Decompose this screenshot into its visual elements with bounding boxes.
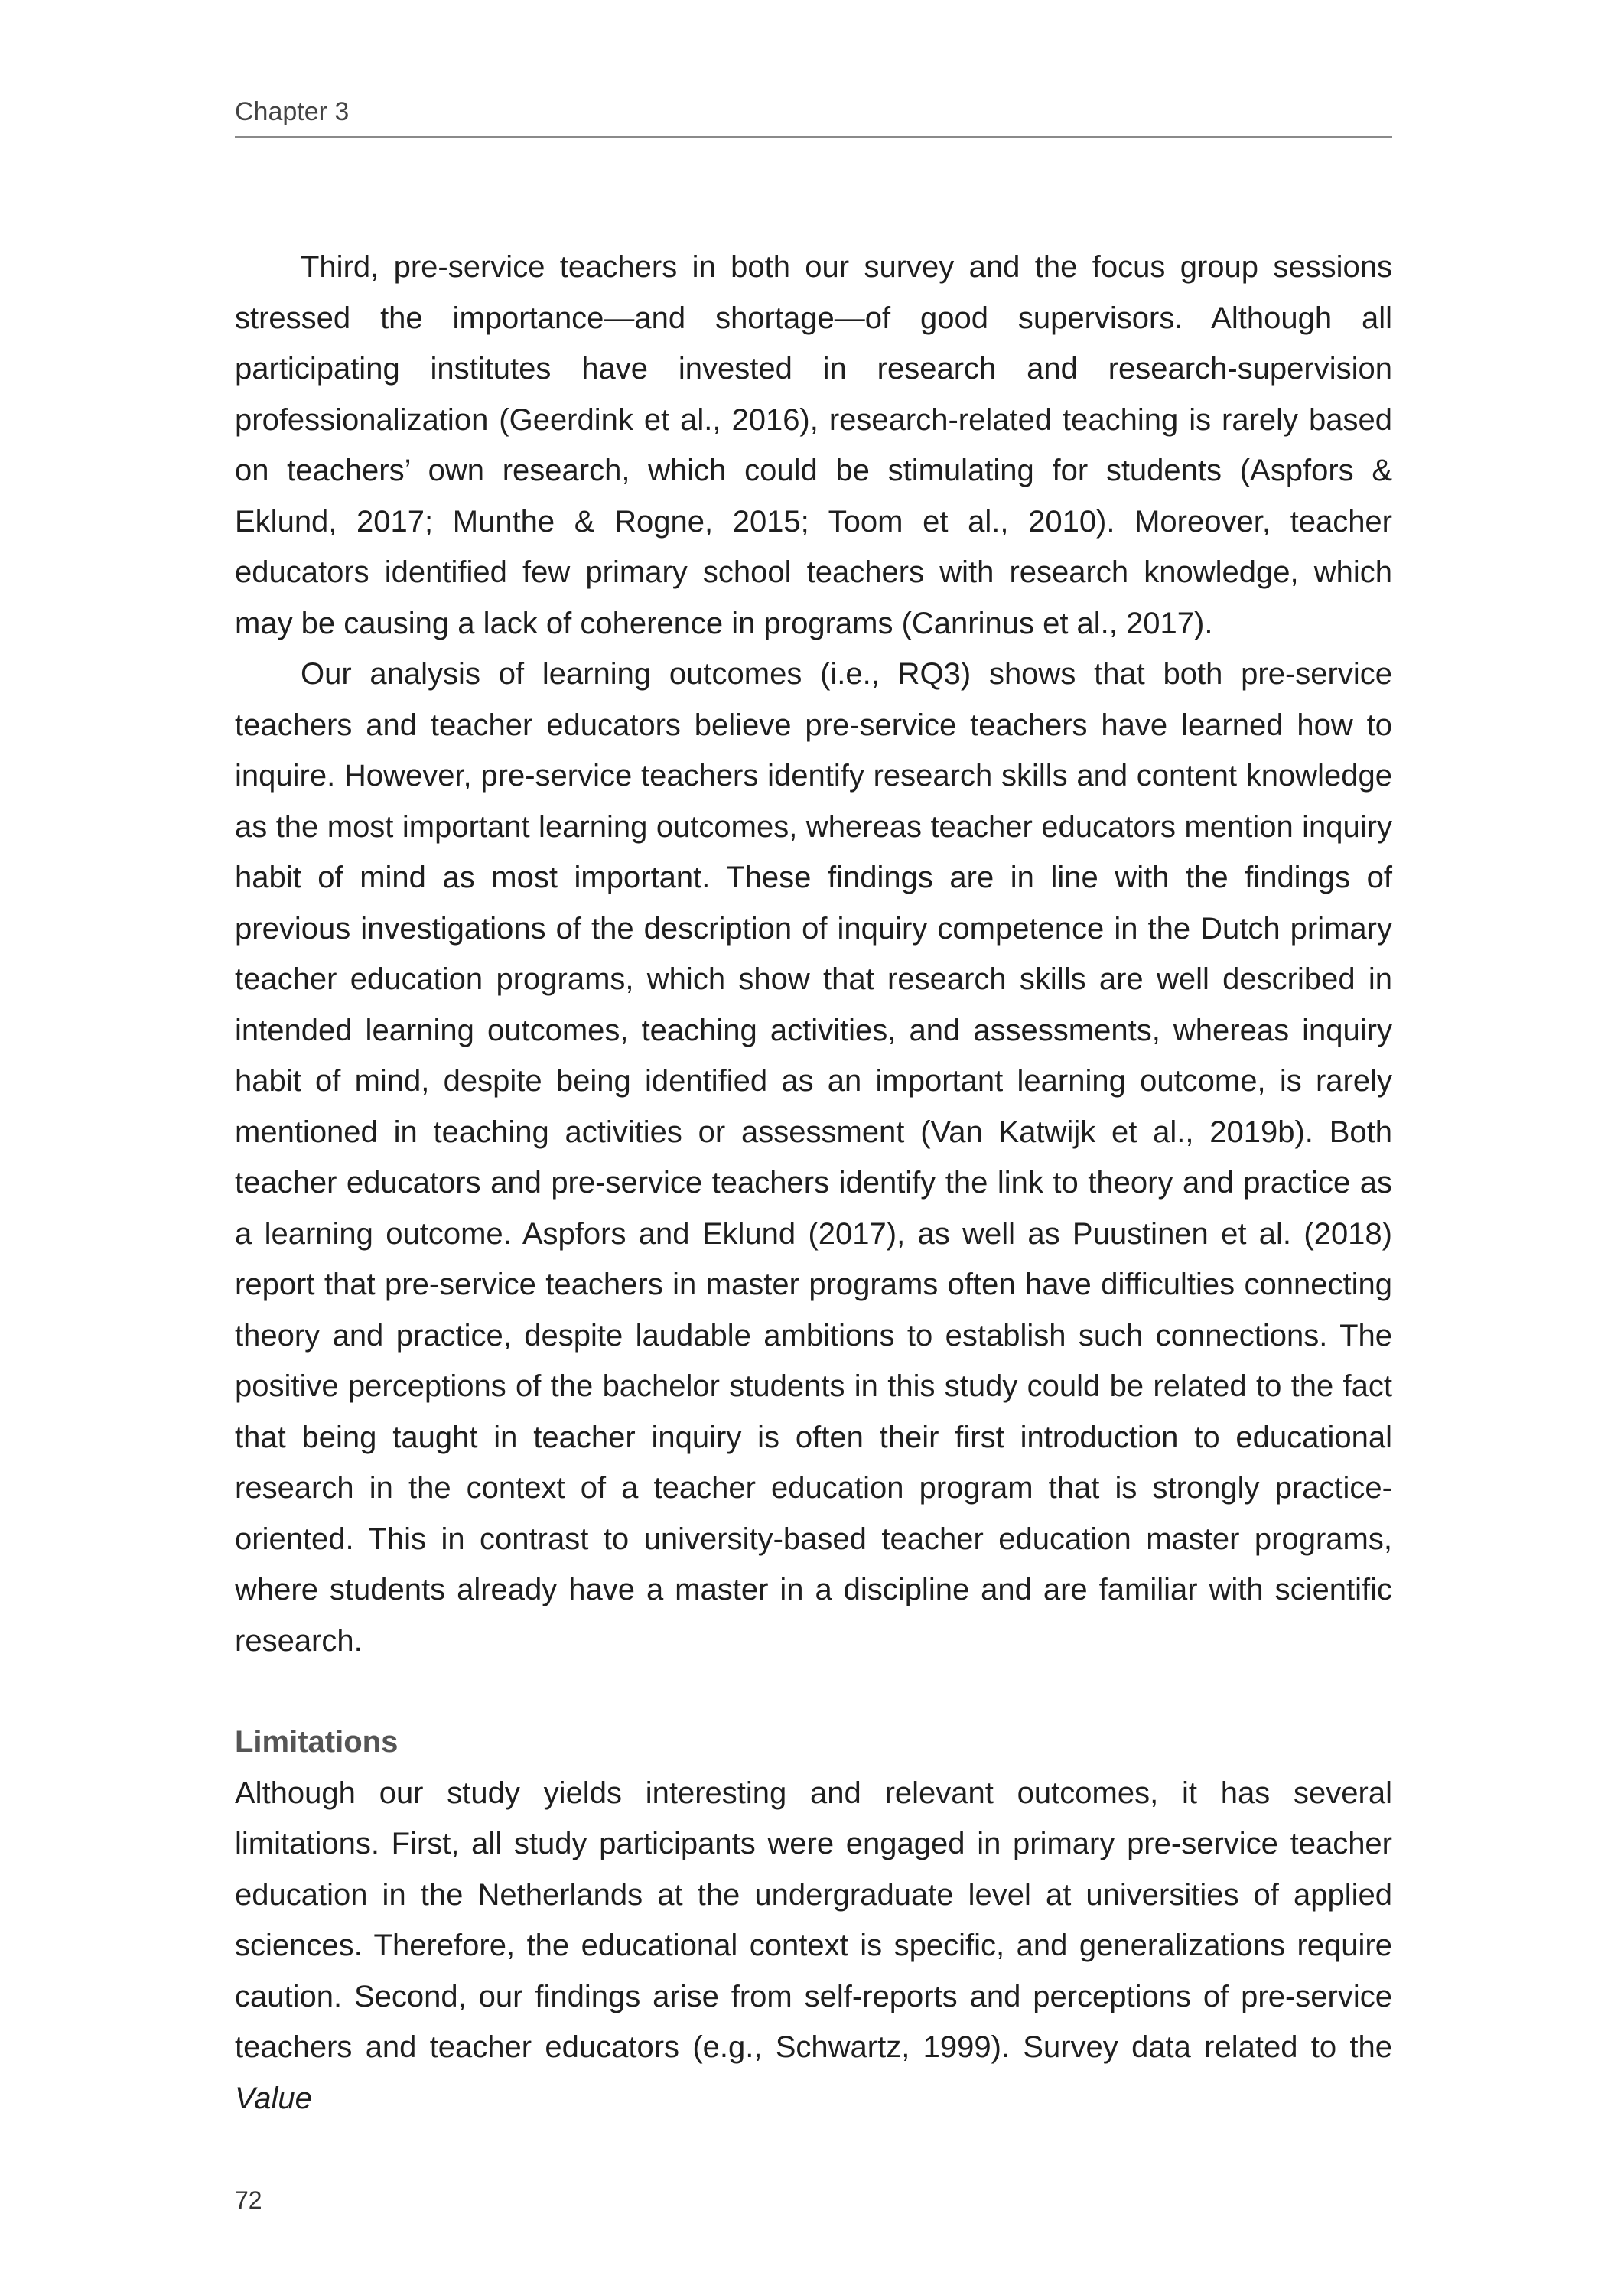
page-body [235, 242, 1392, 2124]
header-rule [235, 136, 1392, 138]
paragraph-limitations-text: Although our study yields interesting and relevant outcomes, it has several limitations. First, all study participants were engaged in primary pre-service teacher education in the Netherlands at the undergraduate level at universities of applied sciences. Therefore, the educational context is specific, and generalizations require caution. Second, our findings arise from self-reports and perceptions of pre-service teachers and teacher educators (e.g., Schwartz, 1999). Survey data related to the [235, 1776, 1392, 2064]
paragraph-limitations-italic: Value [235, 2081, 312, 2115]
chapter-label: Chapter 3 [235, 97, 350, 126]
limitations-heading: Limitations [235, 1725, 399, 1759]
running-header [235, 95, 1392, 138]
page-number: 72 [235, 2186, 262, 2214]
paragraph-learning-outcomes: Our analysis of learning outcomes (i.e., RQ3) shows that both pre-service teachers and teacher educators believe pre-service teachers have learned how to inquire. However, pre-service teachers identify research skills and content knowledge as the most important learning outcomes, whereas teacher educators mention inquiry habit of mind as most important. These findings are in line with the findings of previous investigations of the description of inquiry competence in the Dutch primary teacher education programs, which show that research skills are well described in intended learning outcomes, teaching activities, and assessments, whereas inquiry habit of mind, despite being identified as an important learning outcome, is rarely mentioned in teaching activities or assessment (Van Katwijk et al., 2019b). Both teacher educators and pre-service teachers identify the link to theory and practice as a learning outcome. Aspfors and Eklund (2017), as well as Puustinen et al. (2018) report that pre-service teachers in master programs often have difficulties connecting theory and practice, despite laudable ambitions to establish such connections. The positive perceptions of the bachelor students in this study could be related to the fact that being taught in teacher inquiry is often their first introduction to educational research in the context of a teacher education program that is strongly practice-oriented. This in contrast to university-based teacher education master programs, where students already have a master in a discipline and are familiar with scientific research. [235, 657, 1392, 1658]
paragraph-supervisors: Third, pre-service teachers in both our survey and the focus group sessions stressed the importance—and shortage—of good supervisors. Although all participating institutes have invested in research and research-supervision professionalization (Geerdink et al., 2016), research-related teaching is rarely based on teachers’ own research, which could be stimulating for students (Aspfors & Eklund, 2017; Munthe & Rogne, 2015; Toom et al., 2010). Moreover, teacher educators identified few primary school teachers with research knowledge, which may be causing a lack of coherence in programs (Canrinus et al., 2017). [235, 250, 1392, 640]
paragraph-limitations [235, 1768, 1392, 2124]
